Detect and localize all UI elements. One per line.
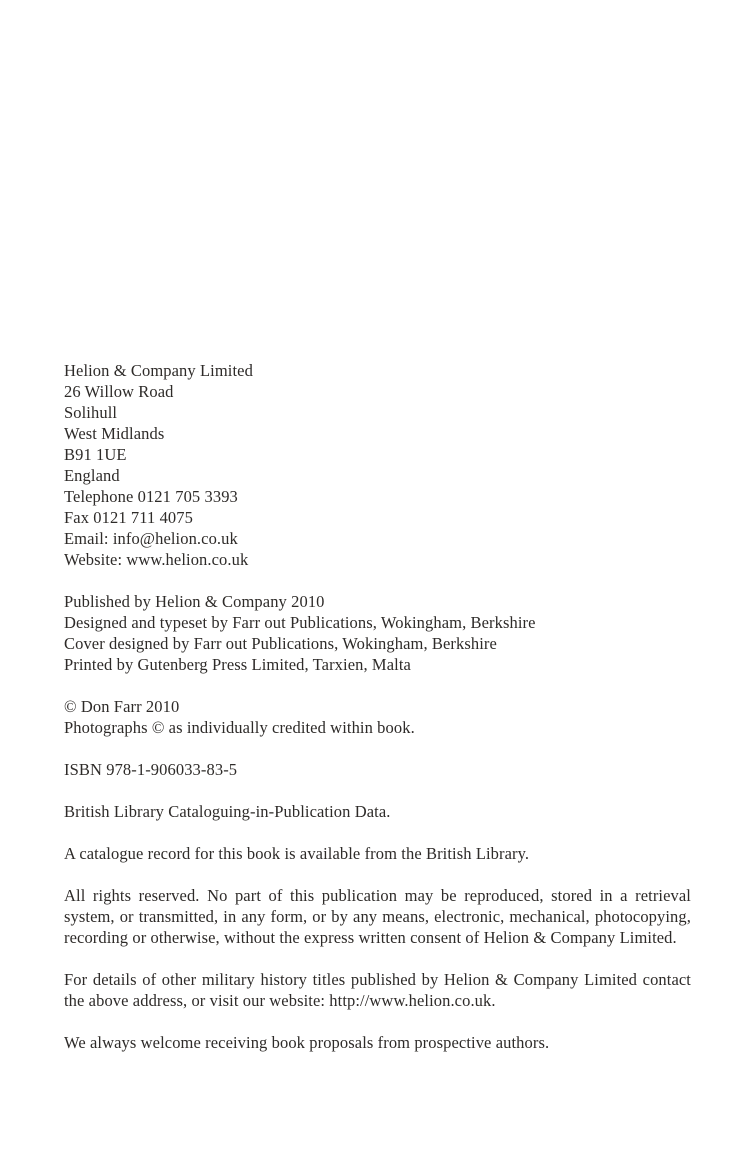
- isbn-line: ISBN 978-1-906033-83-5: [64, 760, 238, 779]
- copyright-photos-line: Photographs © as individually credited within book.: [64, 718, 415, 737]
- other-titles-paragraph: For details of other military history titles published by Helion & Company Limited contact the above address, or visit our website: http://www.helion.co.uk.: [64, 970, 691, 1010]
- address-line-country: England: [64, 466, 120, 485]
- catalogue-record-line: A catalogue record for this book is available from the British Library.: [64, 844, 530, 863]
- address-line-publisher: Helion & Company Limited: [64, 361, 253, 380]
- rights-notice-paragraph: All rights reserved. No part of this publication may be reproduced, stored in a retrieval system, or transmitted, in any form, or by any means, electronic, mechanical, photocopying, recording or otherwise, without the express written consent of Helion & Company Limited.: [64, 886, 691, 947]
- publisher-address-block: [64, 360, 691, 570]
- imprint-text-block: [64, 360, 691, 1074]
- address-line-postcode: B91 1UE: [64, 445, 127, 464]
- designed-typeset-line: Designed and typeset by Farr out Publications, Wokingham, Berkshire: [64, 613, 536, 632]
- address-line-website: Website: www.helion.co.uk: [64, 550, 249, 569]
- published-by-line: Published by Helion & Company 2010: [64, 592, 325, 611]
- proposals-notice-line: We always welcome receiving book proposals from prospective authors.: [64, 1033, 550, 1052]
- address-line-county: West Midlands: [64, 424, 165, 443]
- address-line-email: Email: info@helion.co.uk: [64, 529, 238, 548]
- copyright-block: [64, 696, 691, 738]
- copyright-author-line: © Don Farr 2010: [64, 697, 180, 716]
- printed-by-line: Printed by Gutenberg Press Limited, Tarxien, Malta: [64, 655, 411, 674]
- cover-designed-line: Cover designed by Farr out Publications, Wokingham, Berkshire: [64, 634, 497, 653]
- address-line-street: 26 Willow Road: [64, 382, 174, 401]
- address-line-fax: Fax 0121 711 4075: [64, 508, 193, 527]
- address-line-telephone: Telephone 0121 705 3393: [64, 487, 238, 506]
- address-line-town: Solihull: [64, 403, 118, 422]
- cip-notice-line: British Library Cataloguing-in-Publication Data.: [64, 802, 391, 821]
- publication-info-block: [64, 591, 691, 675]
